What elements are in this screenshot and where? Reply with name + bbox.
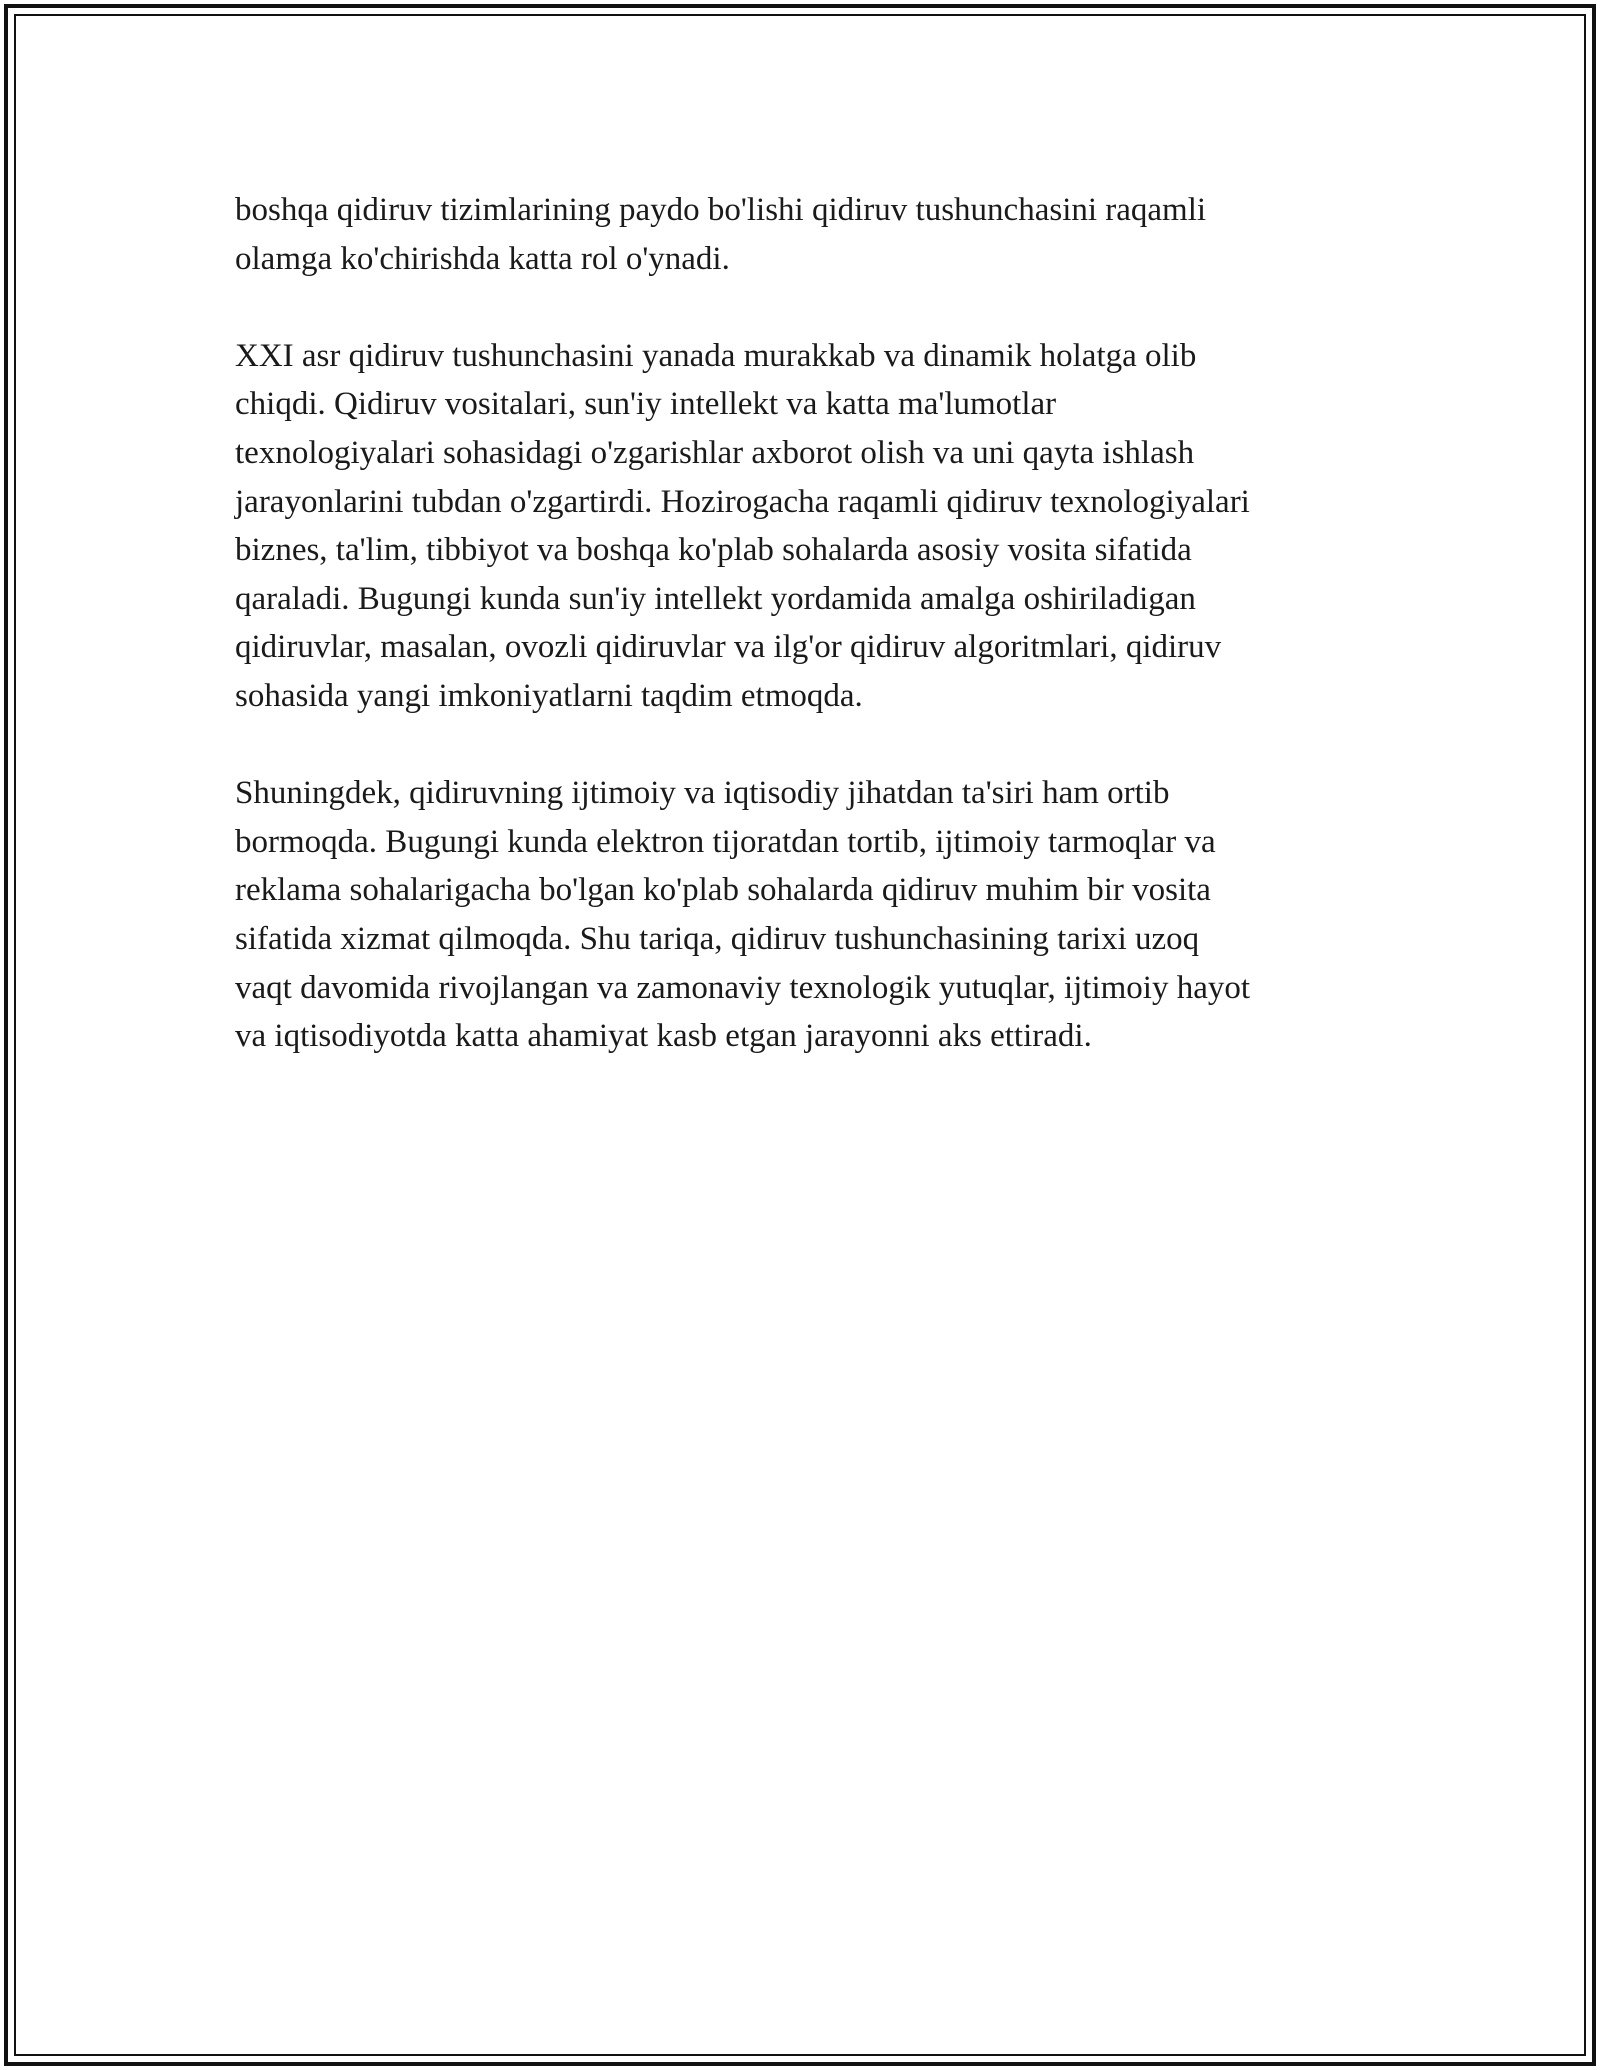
paragraph: Shuningdek, qidiruvning ijtimoiy va iqtisodiy jihatdan ta'siri ham ortib bormoqda. Bugungi kunda elektron tijoratdan tortib, ijtimoiy tarmoqlar va reklama sohalarigacha bo'lgan ko'plab sohalarda qidiruv muhim bir vosita sifatida xizmat qilmoqda. Shu tariqa, qidiruv tushunchasining tarixi uzoq vaqt davomida rivojlangan va zamonaviy texnologik yutuqlar, ijtimoiy hayot va iqtisodiyotda katta ahamiyat kasb etgan jarayonni aks ettiradi. (235, 775, 1251, 1055)
document-body (235, 186, 1385, 1109)
paragraph: boshqa qidiruv tizimlarining paydo bo'lishi qidiruv tushunchasini raqamli olamga ko'chirishda katta rol o'ynadi. (235, 192, 1207, 277)
paragraph: XXI asr qidiruv tushunchasini yanada murakkab va dinamik holatga olib chiqdi. Qidiruv vositalari, sun'iy intellekt va katta ma'lumotlar texnologiyalari sohasidagi o'zgarishlar axborot olish va uni qayta ishlash jarayonlarini tubdan o'zgartirdi. Hozirogacha raqamli qidiruv texnologiyalari biznes, ta'lim, tibbiyot va boshqa ko'plab sohalarda asosiy vosita sifatida qaraladi. Bugungi kunda sun'iy intellekt yordamida amalga oshiriladigan qidiruvlar, masalan, ovozli qidiruvlar va ilg'or qidiruv algoritmlari, qidiruv sohasida yangi imkoniyatlarni taqdim etmoqda. (235, 337, 1250, 714)
